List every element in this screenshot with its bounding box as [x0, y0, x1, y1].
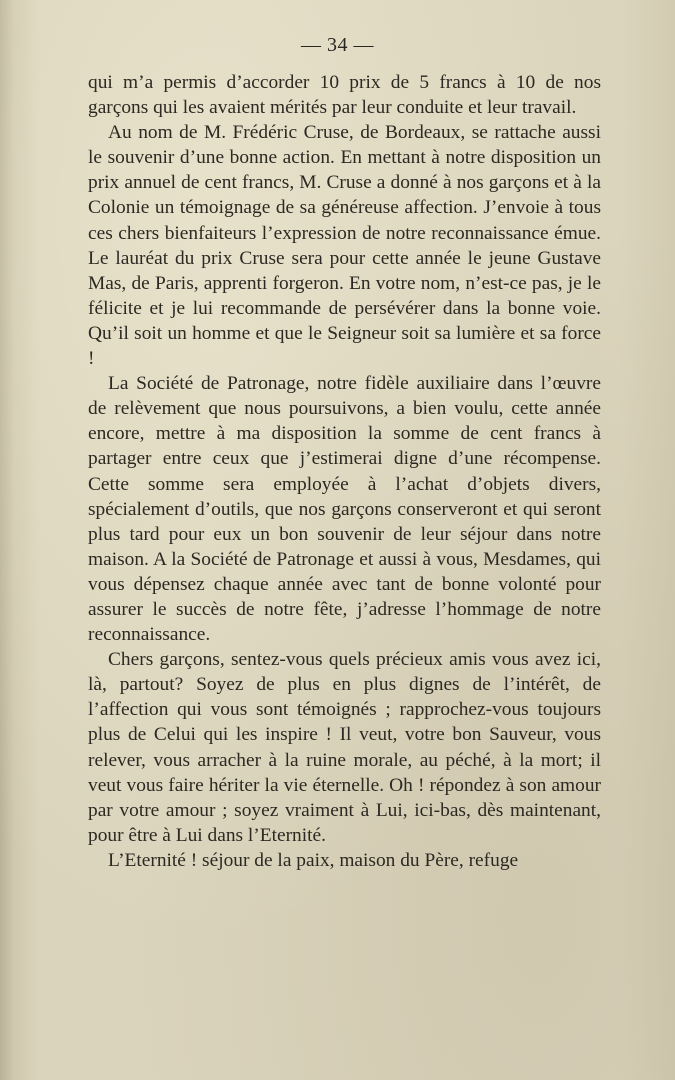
- page-body: [88, 70, 601, 873]
- paragraph-societe-patronage: La Société de Patronage, notre fidèle auxiliaire dans l’œuvre de relèvement que nous poursuivons, a bien voulu, cette année encore, mettre à ma disposition la somme de cent francs à partager entre ceux que j’estimerai digne d’une récompense. Cette somme sera employée à l’achat d’objets divers, spécialement d’outils, que nos garçons conserveront et qui seront plus tard pour eux un bon souvenir de leur séjour dans notre maison. A la Société de Patronage et aussi à vous, Mesdames, qui vous dépensez chaque année avec tant de bonne volonté pour assurer le succès de notre fête, j’adresse l’hommage de notre reconnaissance.: [88, 373, 601, 646]
- paragraph-chers-garcons: Chers garçons, sentez-vous quels précieux amis vous avez ici, là, partout? Soyez de plus en plus dignes de l’intérêt, de l’affection qui vous sont témoignés ; rapprochez-vous toujours plus de Celui qui les inspire ! Il veut, votre bon Sauveur, vous relever, vous arracher à la ruine morale, au péché, à la mort; il veut vous faire hériter la vie éternelle. Oh ! répondez à son amour par votre amour ; soyez vraiment à Lui, ici-bas, dès maintenant, pour être à Lui dans l’Eternité.: [88, 649, 601, 846]
- paragraph-cruse-prize: Au nom de M. Frédéric Cruse, de Bordeaux, se rattache aussi le souvenir d’une bonne action. En mettant à notre disposition un prix annuel de cent francs, M. Cruse a donné à nos garçons et à la Colonie un témoignage de sa généreuse affection. J’envoie à tous ces chers bienfaiteurs l’expression de notre reconnaissance émue. Le lauréat du prix Cruse sera pour cette année le jeune Gustave Mas, de Paris, apprenti forgeron. En votre nom, n’est-ce pas, je le félicite et je lui recommande de persévérer dans la bonne voie. Qu’il soit un homme et que le Seigneur soit sa lumière et sa force !: [88, 122, 601, 370]
- paragraph-continuation: qui m’a permis d’accorder 10 prix de 5 francs à 10 de nos garçons qui les avaient mérités par leur conduite et leur travail.: [88, 72, 601, 119]
- page-number: — 34 —: [301, 34, 374, 56]
- paragraph-eternite: L’Eternité ! séjour de la paix, maison du Père, refuge: [108, 849, 519, 871]
